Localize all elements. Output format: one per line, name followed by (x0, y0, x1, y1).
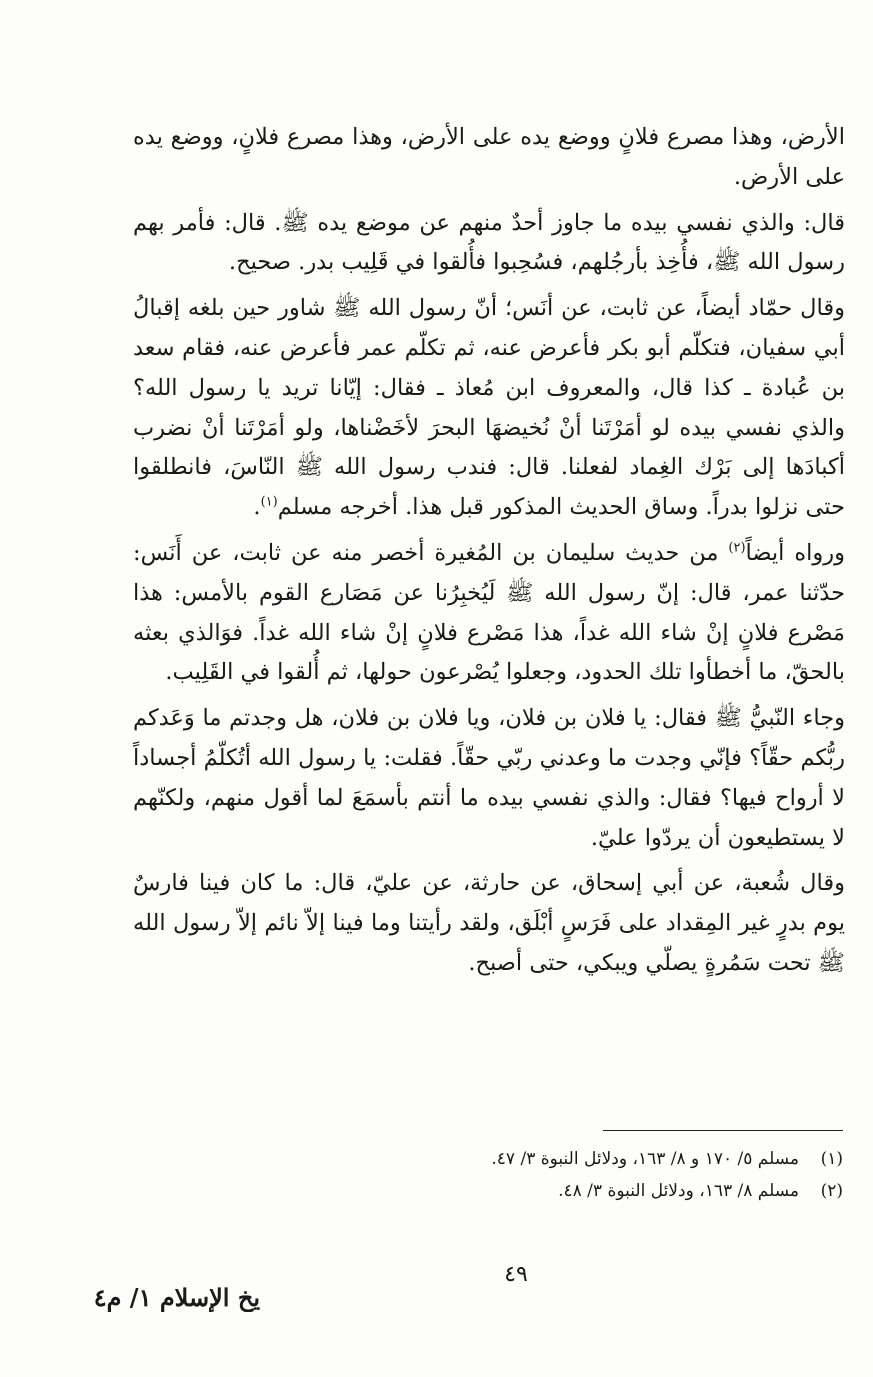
paragraph-3-text: وقال حمّاد أيضاً، عن ثابت، عن أنَس؛ أنّ رسول الله ﷺ شاور حين بلغه إقبالُ أبي سفيان، فتكلّم أبو بكر فأعرض عنه، ثم تكلّم عمر فأعرض عنه، فقام سعد بن عُبادة ـ كذا قال، والمعروف ابن مُعاذ ـ فقال: إيّانا تريد يا رسول الله؟ والذي نفسي بيده لو أمَرْتَنا أنْ نُخيضهَا البحرَ لأخَضْناها، ولو أمَرْتَنا أنْ نضرب أكبادَها إلى بَرْك الغِماد لفعلنا. قال: فندب رسول الله ﷺ النّاسَ، فانطلقوا حتى نزلوا بدراً. وساق الحديث المذكور قبل هذا. أخرجه مسلم (133, 295, 845, 521)
paragraph-4-text: من حديث سليمان بن المُغيرة أخصر منه عن ثابت، عن أَنَس: حدّثنا عمر، قال: إنّ رسول الله ﷺ لَيُخبِرُنا عن مَصَارع القوم بالأمس: هذا مَصْرع فلانٍ إنْ شاء الله غداً، هذا مَصْرع فلانٍ إنْ شاء الله غداً. فوَالذي بعثه بالحقّ، ما أخطأوا تلك الحدود، وجعلوا يُصْرعون حولها، ثم أُلقوا في القَلِيب. (133, 539, 845, 686)
footnote-ref-2: (٢) (728, 540, 746, 556)
page-number: ٤٩ (504, 1262, 528, 1287)
footnote-1-number: (١) (820, 1149, 843, 1169)
footnote-2-text: مسلم ٨/ ١٦٣، ودلائل النبوة ٣/ ٤٨. (558, 1181, 799, 1201)
footnote-2-number: (٢) (820, 1181, 843, 1201)
paragraph-2 (133, 204, 845, 284)
footnote-1-text: مسلم ٥/ ١٧٠ و ٨/ ١٦٣، ودلائل النبوة ٣/ ٤٧. (491, 1149, 799, 1169)
paragraph-6 (133, 864, 845, 983)
paragraph-4-lead: ورواه أيضاً (745, 539, 846, 566)
footnotes (143, 1143, 843, 1207)
paragraph-4 (133, 534, 845, 693)
paragraph-1-text: الأرض، وهذا مصرع فلانٍ ووضع يده على الأرض، وهذا مصرع فلانٍ، ووضع يده على الأرض. (133, 124, 845, 190)
paragraph-5 (133, 699, 845, 858)
paragraph-5-text: وجاء النّبيُّ ﷺ فقال: يا فلان بن فلان، ويا فلان بن فلان، هل وجدتم ما وَعَدكم ربُّكم حقّاً؟ فإنّي وجدت ما وعدني ربّي حقّاً. فقلت: يا رسول الله أتُكلّمُ أجساداً لا أرواح فيها؟ فقال: والذي نفسي بيده ما أنتم بأسمَعَ لما أقول منهم، ولكنّهم لا يستطيعون أن يردّوا عليّ. (133, 705, 845, 851)
paragraph-3-tail: . (253, 494, 261, 521)
footnote-divider (603, 1130, 843, 1131)
paragraph-2-text: قال: والذي نفسي بيده ما جاوز أحدٌ منهم عن موضع يده ﷺ. قال: فأمر بهم رسول الله ﷺ، فأُخِذ بأرجُلهم، فسُحِبوا فأُلقوا في قَلِيب بدر. صحيح. (133, 209, 845, 276)
running-foot: يخ الإسلام ١/ م٤ (93, 1283, 260, 1312)
paragraph-1 (133, 118, 845, 198)
footnote-ref-1: (١) (260, 494, 278, 510)
footnote-1 (143, 1143, 843, 1175)
main-text (133, 118, 845, 990)
paragraph-3 (133, 289, 845, 528)
footnote-2 (143, 1175, 843, 1207)
paragraph-6-text: وقال شُعبة، عن أبي إسحاق، عن حارثة، عن عليّ، قال: ما كان فينا فارسٌ يوم بدرٍ غير المِقداد على فَرَسٍ أبْلَق، ولقد رأيتنا وما فينا إلاّ نائم إلاّ رسول الله ﷺ تحت سَمُرةٍ يصلّي ويبكي، حتى أصبح. (133, 870, 845, 976)
